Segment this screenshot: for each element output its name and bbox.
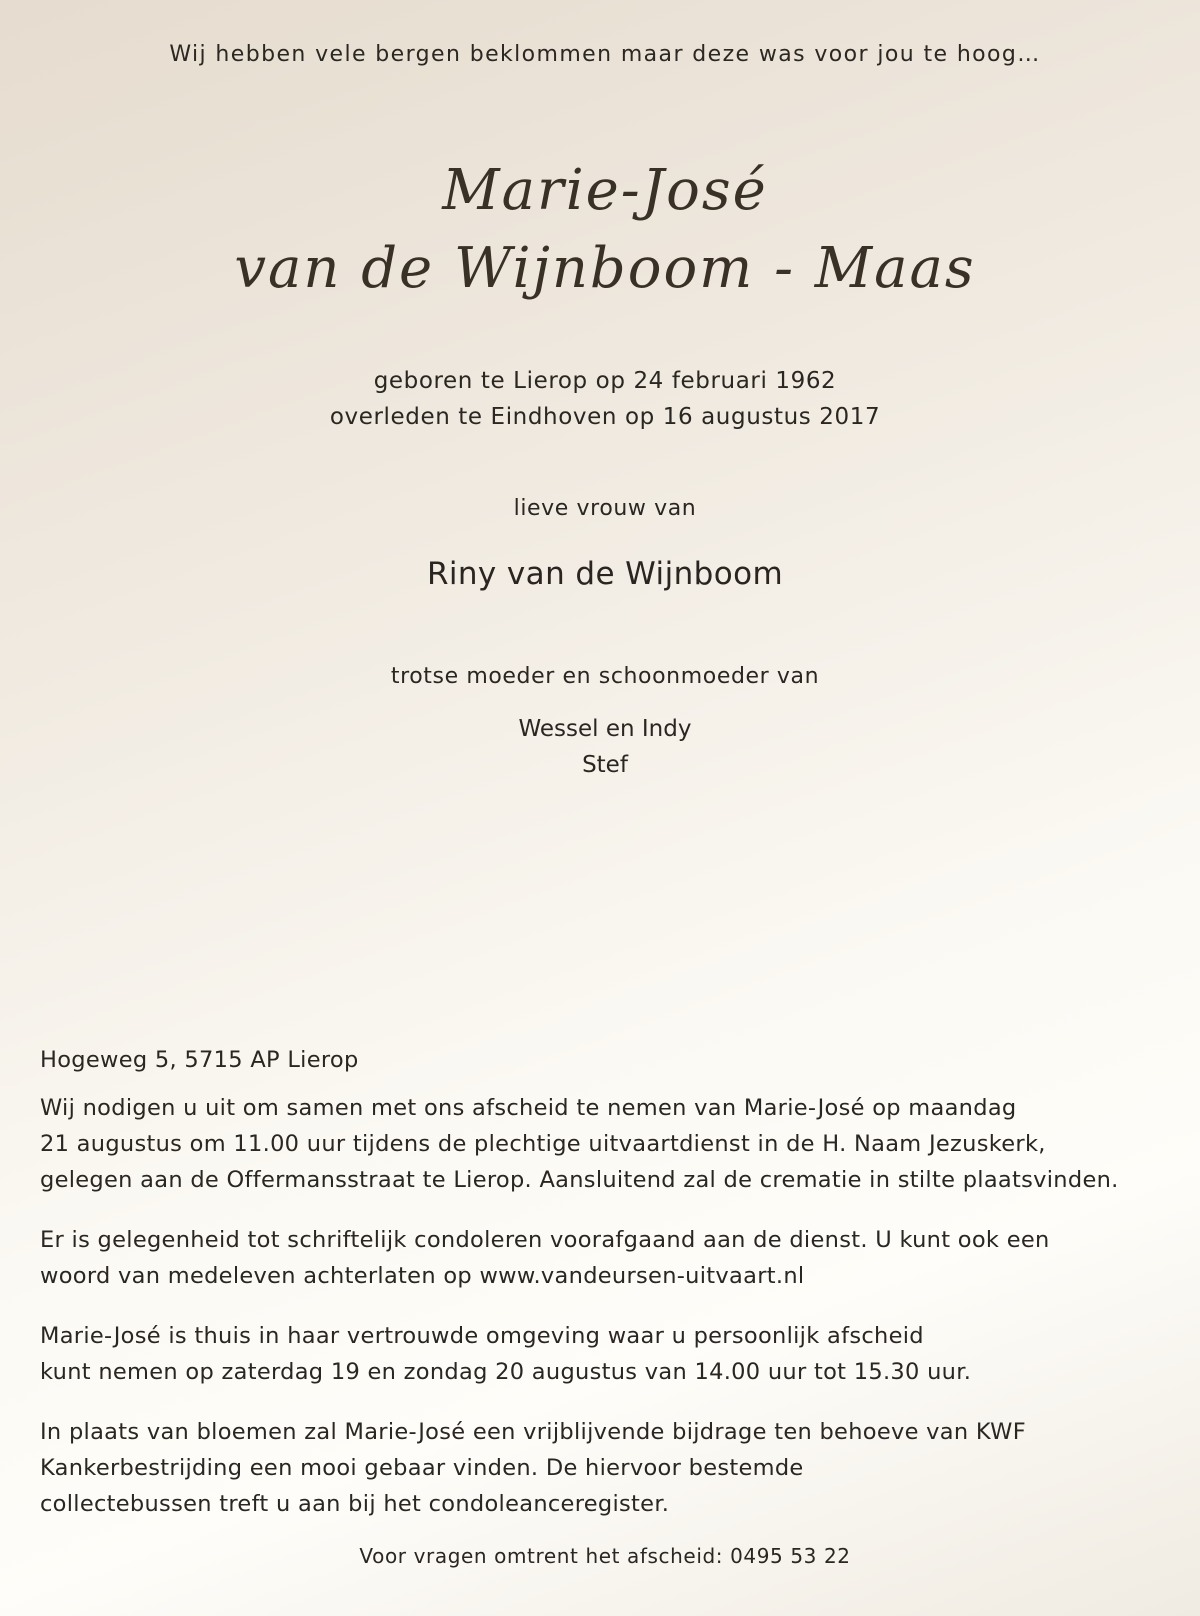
death-line: overleden te Eindhoven op 16 augustus 2017: [329, 404, 881, 430]
contact-line: Voor vragen omtrent het afscheid: 0495 53 22: [359, 1544, 851, 1568]
paragraph-line: gelegen aan de Offermansstraat te Lierop. Aansluitend zal de crematie in stilte plaatsvinden.: [40, 1167, 1119, 1193]
paragraph-line: 21 augustus om 11.00 uur tijdens de plechtige uitvaartdienst in de H. Naam Jezuskerk,: [40, 1131, 1046, 1157]
mother-label: trotse moeder en schoonmoeder van: [390, 664, 820, 689]
motto: Wij hebben vele bergen beklommen maar deze was voor jou te hoog…: [169, 42, 1041, 67]
paragraph-line: kunt nemen op zaterdag 19 en zondag 20 augustus van 14.00 uur tot 15.30 uur.: [40, 1359, 972, 1385]
donation-paragraph: [40, 1414, 1160, 1522]
address: Hogeweg 5, 5715 AP Lierop: [40, 1047, 359, 1073]
paragraph-line: woord van medeleven achterlaten op www.vandeursen-uitvaart.nl: [40, 1263, 805, 1289]
spouse-name: Riny van de Wijnboom: [426, 556, 784, 592]
service-paragraph: [40, 1090, 1160, 1198]
deceased-first-name: Marie-José: [442, 158, 768, 223]
paragraph-line: Kankerbestrijding een mooi gebaar vinden. De hiervoor bestemde: [40, 1455, 804, 1481]
birth-line: geboren te Lierop op 24 februari 1962: [373, 368, 837, 394]
paragraph-line: Wij nodigen u uit om samen met ons afscheid te nemen van Marie-José op maandag: [40, 1095, 1017, 1121]
wife-label: lieve vrouw van: [513, 496, 697, 521]
paragraph-line: In plaats van bloemen zal Marie-José een vrijblijvende bijdrage ten behoeve van KWF: [40, 1419, 1026, 1445]
child-name: Stef: [582, 752, 628, 778]
paragraph-line: Marie-José is thuis in haar vertrouwde omgeving waar u persoonlijk afscheid: [40, 1323, 924, 1349]
child-name: Wessel en Indy: [518, 716, 692, 742]
deceased-family-name: van de Wijnboom - Maas: [234, 236, 976, 301]
condolence-paragraph: [40, 1222, 1160, 1294]
paragraph-line: Er is gelegenheid tot schriftelijk condoleren voorafgaand aan de dienst. U kunt ook een: [40, 1227, 1050, 1253]
visitation-paragraph: [40, 1318, 1160, 1390]
paragraph-line: collectebussen treft u aan bij het condoleanceregister.: [40, 1491, 670, 1517]
